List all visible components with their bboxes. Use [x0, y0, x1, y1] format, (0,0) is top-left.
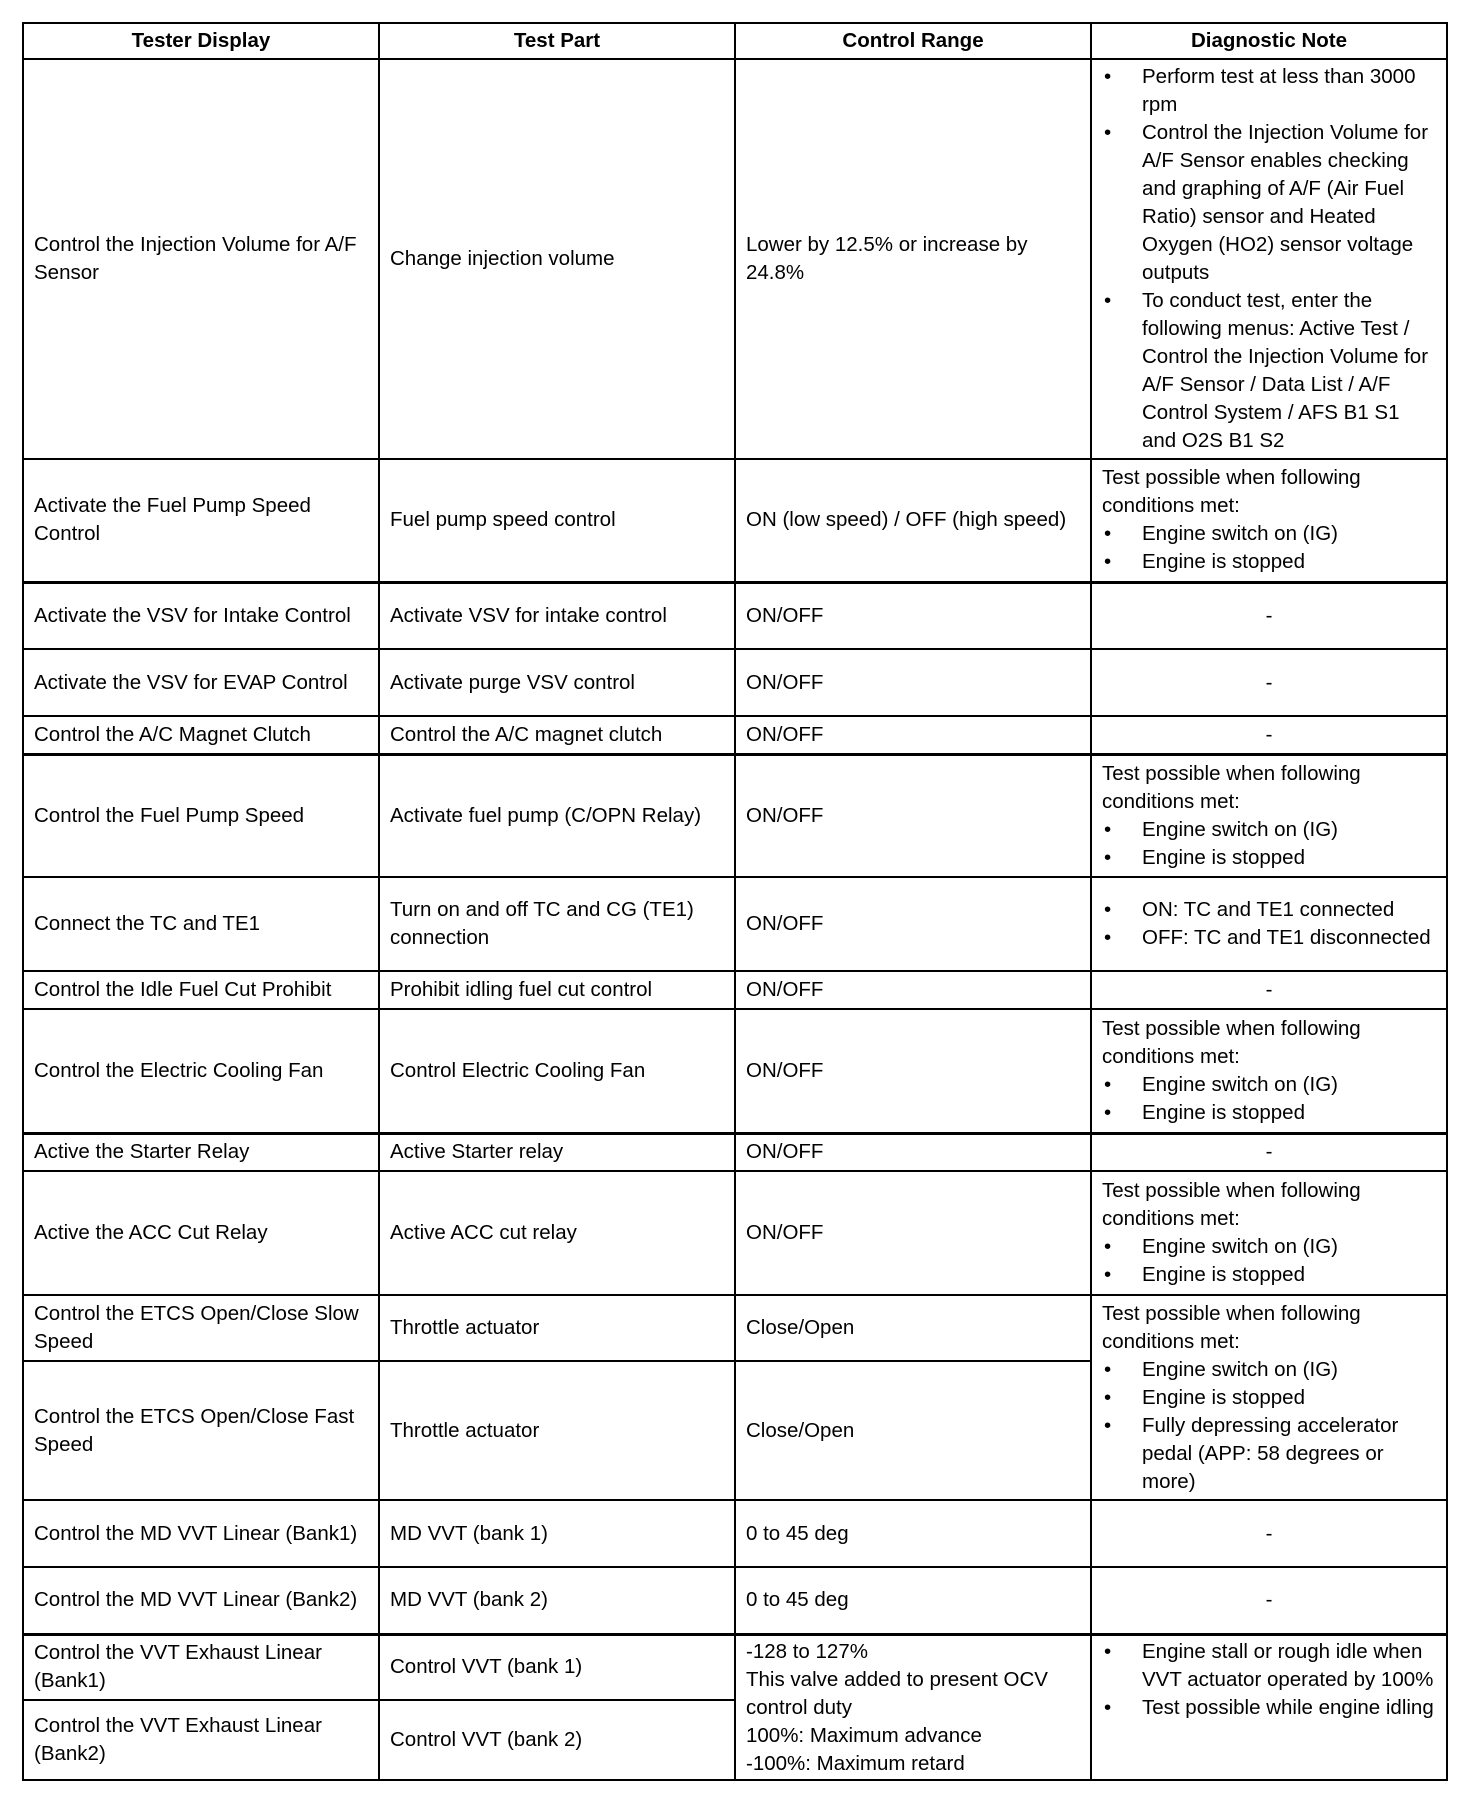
note-bullet-list — [1102, 520, 1436, 576]
header-row — [23, 23, 1447, 59]
diagnostic-note-cell — [1091, 1171, 1447, 1295]
diagnostic-note-cell — [1091, 754, 1447, 877]
diagnostic-note-cell: - — [1091, 582, 1447, 649]
control-range-cell: 0 to 45 deg — [735, 1567, 1091, 1634]
test-part-cell: Active Starter relay — [379, 1133, 735, 1171]
control-range-cell: Lower by 12.5% or increase by 24.8% — [735, 59, 1091, 459]
note-bullet-list — [1102, 1233, 1436, 1289]
note-bullet: • Engine switch on (IG) — [1102, 1233, 1436, 1261]
table-row — [23, 459, 1447, 582]
control-range-cell: Close/Open — [735, 1361, 1091, 1500]
note-bullet: • Engine switch on (IG) — [1102, 520, 1436, 548]
test-part-cell: Prohibit idling fuel cut control — [379, 971, 735, 1009]
control-range-cell: ON/OFF — [735, 649, 1091, 716]
note-bullet: • OFF: TC and TE1 disconnected — [1102, 924, 1436, 952]
table-row — [23, 1634, 1447, 1700]
control-range-cell: ON (low speed) / OFF (high speed) — [735, 459, 1091, 582]
diagnostic-note-cell: - — [1091, 716, 1447, 754]
note-text: Test possible when following conditions met: — [1102, 1016, 1361, 1068]
diagnostic-note-cell: - — [1091, 649, 1447, 716]
note-bullet: • Engine is stopped — [1102, 548, 1436, 576]
note-bullet-list — [1102, 1638, 1436, 1722]
tester-display-cell: Control the ETCS Open/Close Slow Speed — [23, 1295, 379, 1361]
test-part-cell: Control the A/C magnet clutch — [379, 716, 735, 754]
tester-display-cell: Activate the Fuel Pump Speed Control — [23, 459, 379, 582]
tester-display-cell: Control the MD VVT Linear (Bank2) — [23, 1567, 379, 1634]
note-bullet: • Engine is stopped — [1102, 844, 1436, 872]
note-bullet: • Engine stall or rough idle when VVT actuator operated by 100% — [1102, 1638, 1436, 1694]
note-bullet: • Engine switch on (IG) — [1102, 1356, 1436, 1384]
control-range-cell: ON/OFF — [735, 1133, 1091, 1171]
test-part-cell: MD VVT (bank 1) — [379, 1500, 735, 1567]
diagnostic-note-cell: - — [1091, 1567, 1447, 1634]
tester-display-cell: Control the Electric Cooling Fan — [23, 1009, 379, 1133]
test-part-cell: Activate VSV for intake control — [379, 582, 735, 649]
control-range-cell: ON/OFF — [735, 877, 1091, 971]
note-text: Test possible when following conditions met: — [1102, 1179, 1361, 1230]
tester-display-cell: Control the VVT Exhaust Linear (Bank1) — [23, 1634, 379, 1700]
note-bullet-list — [1102, 816, 1436, 872]
table-row — [23, 1009, 1447, 1133]
table-row — [23, 59, 1447, 459]
note-bullet: • Engine switch on (IG) — [1102, 1071, 1436, 1099]
header-diagnostic-note: Diagnostic Note — [1091, 23, 1447, 59]
test-part-cell: Control VVT (bank 1) — [379, 1634, 735, 1700]
tester-display-cell: Control the Fuel Pump Speed — [23, 754, 379, 877]
control-range-cell: -128 to 127% This valve added to present OCV control duty 100%: Maximum advance -100%: Maximum retard — [735, 1634, 1091, 1780]
diagnostic-note-cell — [1091, 59, 1447, 459]
note-bullet: • Engine is stopped — [1102, 1099, 1436, 1127]
table-row — [23, 649, 1447, 716]
diagnostic-note-cell — [1091, 1295, 1447, 1500]
control-range-cell: ON/OFF — [735, 1009, 1091, 1133]
active-test-table — [22, 22, 1448, 1781]
note-bullet: • Engine switch on (IG) — [1102, 816, 1436, 844]
note-bullet: • Fully depressing accelerator pedal (APP: 58 degrees or more) — [1102, 1412, 1436, 1496]
header-control-range: Control Range — [735, 23, 1091, 59]
tester-display-cell: Activate the VSV for Intake Control — [23, 582, 379, 649]
note-text: Test possible when following conditions met: — [1102, 466, 1361, 518]
note-text: Test possible when following conditions met: — [1102, 1302, 1361, 1353]
control-range-cell: ON/OFF — [735, 754, 1091, 877]
tester-display-cell: Control the ETCS Open/Close Fast Speed — [23, 1361, 379, 1500]
tester-display-cell: Active the Starter Relay — [23, 1133, 379, 1171]
diagnostic-note-cell: - — [1091, 1133, 1447, 1171]
note-bullet: • Perform test at less than 3000 rpm — [1102, 63, 1436, 119]
control-range-cell: 0 to 45 deg — [735, 1500, 1091, 1567]
diagnostic-note-cell — [1091, 459, 1447, 582]
test-part-cell: Control Electric Cooling Fan — [379, 1009, 735, 1133]
table-row — [23, 754, 1447, 877]
test-part-cell: Throttle actuator — [379, 1295, 735, 1361]
note-bullet: • ON: TC and TE1 connected — [1102, 896, 1436, 924]
tester-display-cell: Control the Injection Volume for A/F Sensor — [23, 59, 379, 459]
diagnostic-note-cell — [1091, 877, 1447, 971]
control-range-cell: ON/OFF — [735, 582, 1091, 649]
note-bullet: • Engine is stopped — [1102, 1261, 1436, 1289]
diagnostic-note-cell: - — [1091, 971, 1447, 1009]
note-bullet-list — [1102, 63, 1436, 455]
test-part-cell: Control VVT (bank 2) — [379, 1700, 735, 1780]
tester-display-cell: Control the VVT Exhaust Linear (Bank2) — [23, 1700, 379, 1780]
note-bullet: • Engine is stopped — [1102, 1384, 1436, 1412]
table-row — [23, 1295, 1447, 1361]
note-bullet-list — [1102, 1071, 1436, 1127]
note-bullet-list — [1102, 1356, 1436, 1496]
control-range-cell: Close/Open — [735, 1295, 1091, 1361]
test-part-cell: Turn on and off TC and CG (TE1) connection — [379, 877, 735, 971]
tester-display-cell: Activate the VSV for EVAP Control — [23, 649, 379, 716]
test-part-cell: Activate purge VSV control — [379, 649, 735, 716]
test-part-cell: Throttle actuator — [379, 1361, 735, 1500]
header-test-part: Test Part — [379, 23, 735, 59]
tester-display-cell: Control the Idle Fuel Cut Prohibit — [23, 971, 379, 1009]
header-tester-display: Tester Display — [23, 23, 379, 59]
note-bullet-list — [1102, 896, 1436, 952]
tester-display-cell: Control the MD VVT Linear (Bank1) — [23, 1500, 379, 1567]
diagnostic-note-cell: - — [1091, 1500, 1447, 1567]
tester-display-cell: Control the A/C Magnet Clutch — [23, 716, 379, 754]
note-bullet: • Test possible while engine idling — [1102, 1694, 1436, 1722]
control-range-cell: ON/OFF — [735, 1171, 1091, 1295]
note-bullet: • To conduct test, enter the following menus: Active Test / Control the Injection Volume for A/F Sensor / Data List / A/F Control System / AFS B1 S1 and O2S B1 S2 — [1102, 287, 1436, 455]
table-row — [23, 1567, 1447, 1634]
table-row — [23, 877, 1447, 971]
control-range-cell: ON/OFF — [735, 971, 1091, 1009]
table-row — [23, 1500, 1447, 1567]
test-part-cell: MD VVT (bank 2) — [379, 1567, 735, 1634]
note-bullet: • Control the Injection Volume for A/F Sensor enables checking and graphing of A/F (Air Fuel Ratio) sensor and Heated Oxygen (HO2) sensor voltage outputs — [1102, 119, 1436, 287]
diagnostic-note-cell — [1091, 1634, 1447, 1780]
table-row — [23, 971, 1447, 1009]
test-part-cell: Fuel pump speed control — [379, 459, 735, 582]
tester-display-cell: Connect the TC and TE1 — [23, 877, 379, 971]
note-text: Test possible when following conditions met: — [1102, 761, 1361, 813]
tester-display-cell: Active the ACC Cut Relay — [23, 1171, 379, 1295]
diagnostic-note-cell — [1091, 1009, 1447, 1133]
table-row — [23, 582, 1447, 649]
test-part-cell: Activate fuel pump (C/OPN Relay) — [379, 754, 735, 877]
table-row — [23, 1171, 1447, 1295]
test-part-cell: Change injection volume — [379, 59, 735, 459]
table-row — [23, 716, 1447, 754]
control-range-cell: ON/OFF — [735, 716, 1091, 754]
table-row — [23, 1133, 1447, 1171]
test-part-cell: Active ACC cut relay — [379, 1171, 735, 1295]
